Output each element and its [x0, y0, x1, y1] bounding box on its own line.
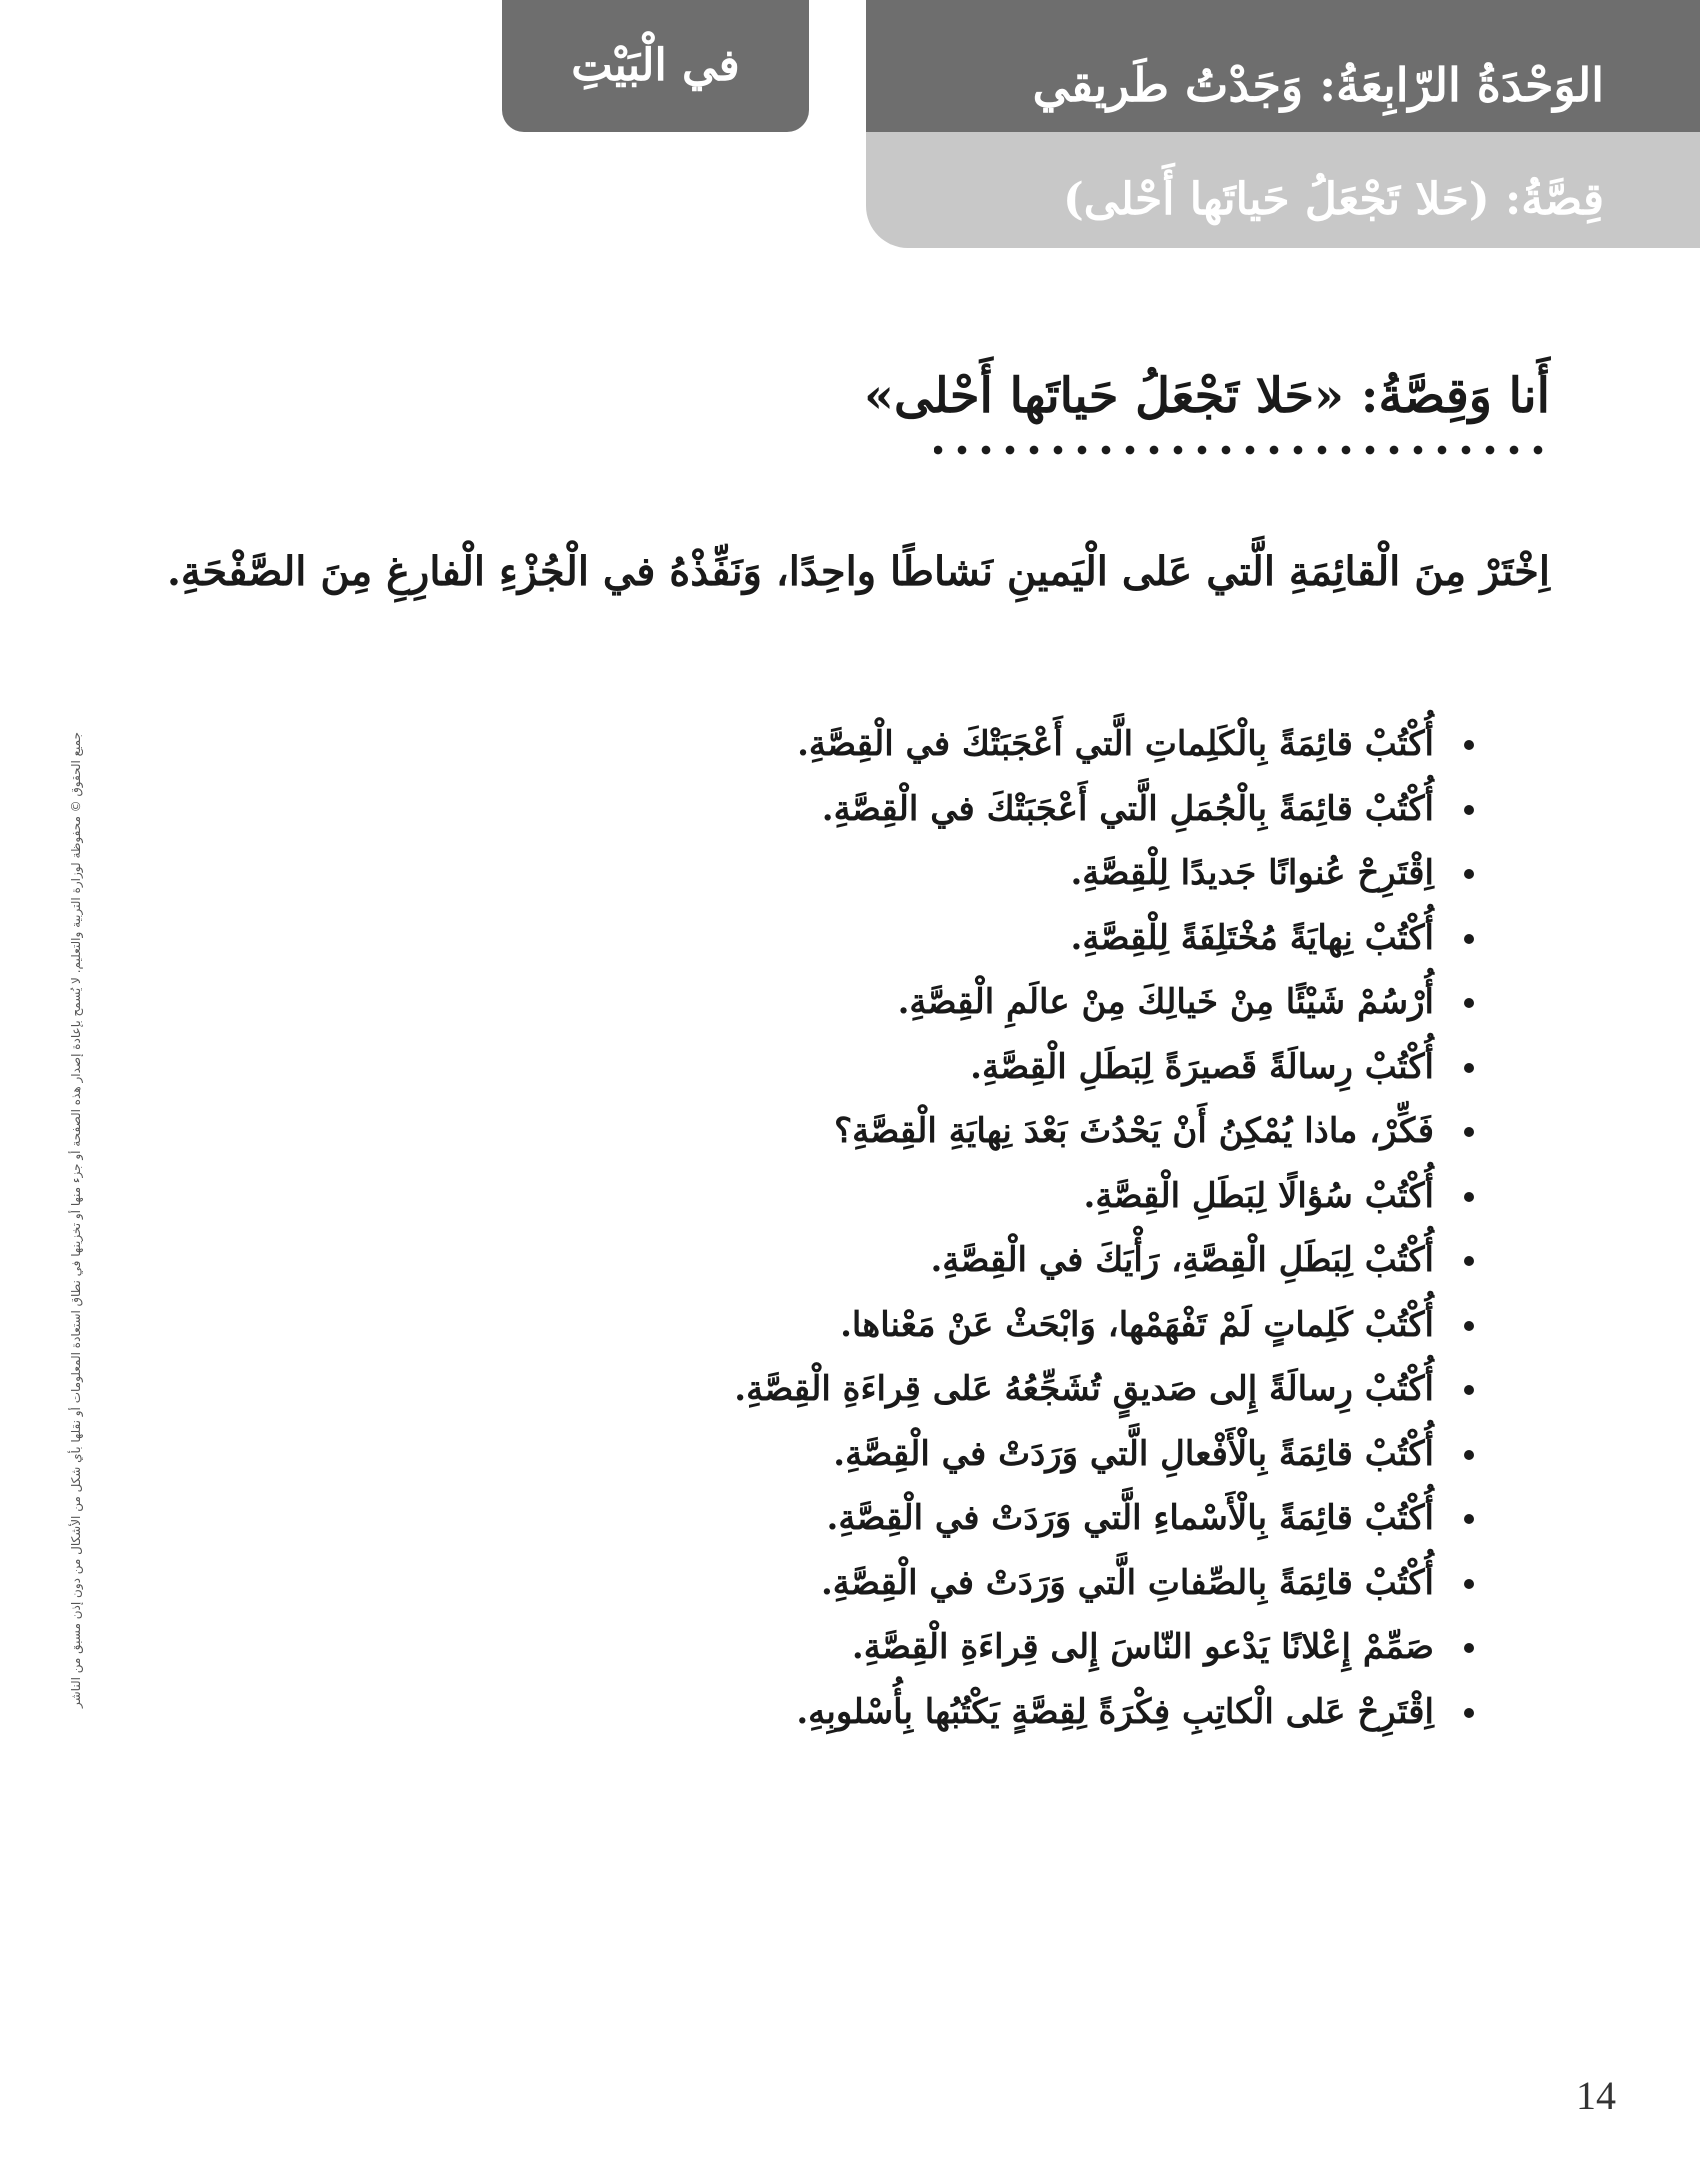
activity-item: أُكْتُبْ سُؤالًا لِبَطَلِ الْقِصَّةِ.: [734, 1164, 1474, 1229]
activity-item: أُكْتُبْ رِسالَةً قَصيرَةً لِبَطَلِ الْقِصَّةِ.: [734, 1035, 1474, 1100]
activity-item: أُرْسُمْ شَيْئًا مِنْ خَيالِكَ مِنْ عالَمِ الْقِصَّةِ.: [734, 970, 1474, 1035]
activity-item: أُكْتُبْ قائِمَةً بِالْكَلِماتِ الَّتي أَعْجَبَتْكَ في الْقِصَّةِ.: [734, 712, 1474, 777]
activity-item: اِقْتَرِحْ عُنوانًا جَديدًا لِلْقِصَّةِ.: [734, 841, 1474, 906]
activity-item: أُكْتُبْ قائِمَةً بِالْأَسْماءِ الَّتي وَرَدَتْ في الْقِصَّةِ.: [734, 1486, 1474, 1551]
unit-header-band: [866, 0, 1700, 132]
activity-item: صَمِّمْ إِعْلانًا يَدْعو النّاسَ إِلى قِراءَةِ الْقِصَّةِ.: [734, 1615, 1474, 1680]
unit-title: الوَحْدَةُ الرّابِعَةُ: وَجَدْتُ طَريقي: [1032, 58, 1604, 112]
page-number: 14: [1576, 2073, 1616, 2118]
activity-item: أُكْتُبْ نِهايَةً مُخْتَلِفَةً لِلْقِصَّةِ.: [734, 906, 1474, 971]
home-tab: [502, 0, 809, 132]
story-title: قِصَّةُ: (حَلا تَجْعَلُ حَياتَها أَحْلى): [1062, 174, 1604, 225]
activity-item: فَكِّرْ، ماذا يُمْكِنُ أَنْ يَحْدُثَ بَعْدَ نِهايَةِ الْقِصَّةِ؟: [734, 1099, 1474, 1164]
activity-list: [734, 712, 1474, 1744]
section-heading: أَنا وَقِصَّةُ: «حَلا تَجْعَلُ حَياتَها أَحْلى»: [863, 368, 1550, 424]
activity-item: أُكْتُبْ كَلِماتٍ لَمْ تَفْهَمْها، وَابْحَثْ عَنْ مَعْناها.: [734, 1293, 1474, 1358]
activity-item: أُكْتُبْ رِسالَةً إِلى صَديقٍ تُشَجِّعُهُ عَلى قِراءَةِ الْقِصَّةِ.: [734, 1357, 1474, 1422]
activity-item: أُكْتُبْ قائِمَةً بِالْأَفْعالِ الَّتي وَرَدَتْ في الْقِصَّةِ.: [734, 1422, 1474, 1487]
activity-item: أُكْتُبْ قائِمَةً بِالْجُمَلِ الَّتي أَعْجَبَتْكَ في الْقِصَّةِ.: [734, 777, 1474, 842]
activity-item: اِقْتَرِحْ عَلى الْكاتِبِ فِكْرَةً لِقِصَّةٍ يَكْتُبُها بِأُسْلوبِهِ.: [734, 1680, 1474, 1745]
dotted-underline: [934, 442, 1550, 458]
home-label: في الْبَيْتِ: [571, 40, 740, 91]
story-header-band: [866, 132, 1700, 248]
copyright-notice: جميع الحقوق © محفوظة لوزارة التربية والتعليم. لا يُسمح بإعادة إصدار هذه الصفحة أو جزء منها أو تخزينها في نطاق استعادة المعلومات أو نقلها بأي شكل من الأشكال من دون إذن مسبق من الناشر: [69, 732, 83, 1708]
instruction-text: اِخْتَرْ مِنَ الْقائِمَةِ الَّتي عَلى الْيَمينِ نَشاطًا واحِدًا، وَنَفِّذْهُ في الْجُزْءِ الْفارِغِ مِنَ الصَّفْحَةِ.: [167, 548, 1550, 595]
activity-item: أُكْتُبْ قائِمَةً بِالصِّفاتِ الَّتي وَرَدَتْ في الْقِصَّةِ.: [734, 1551, 1474, 1616]
activity-item: أُكْتُبْ لِبَطَلِ الْقِصَّةِ، رَأْيَكَ في الْقِصَّةِ.: [734, 1228, 1474, 1293]
